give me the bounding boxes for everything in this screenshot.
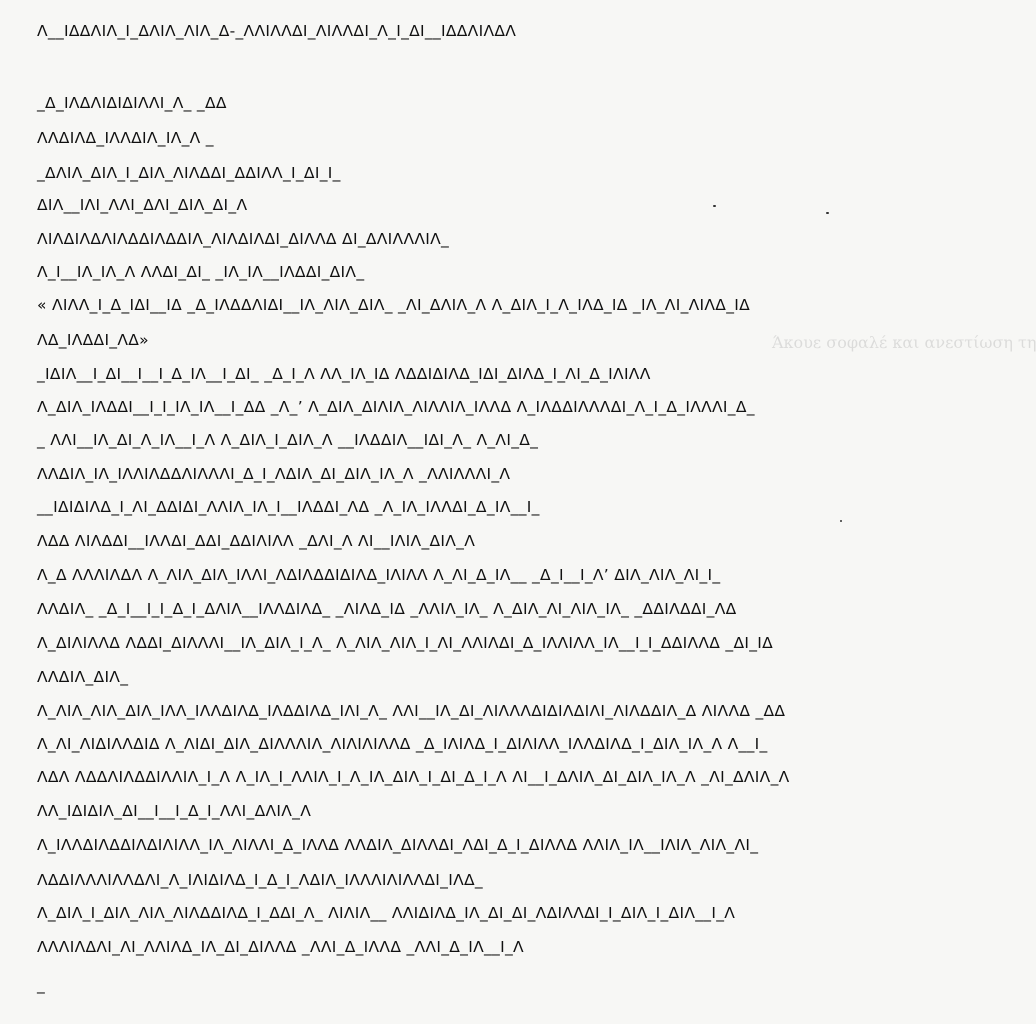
text-line: Λ_Ι__ΙΛ_ΙΛ_Λ ΛΛΔΙ_ΔΙ_ _ΙΛ_ΙΛ__ΙΛΔΔΙ_ΔΙΛ_ (37, 263, 365, 281)
text-line: « ΛΙΛΛ_Ι_Δ_ΙΔΙ__ΙΔ _Δ_ΙΛΔΔΛΙΔΙ__ΙΛ_ΛΙΛ_ΔΙΛ_ _ΛΙ_ΔΛΙΛ_Λ Λ_ΔΙΛ_Ι_Λ_ΙΛΔ_ΙΔ _ΙΛ_ΛΙ_ΛΙΛΔ_ΙΔ (37, 296, 751, 314)
heading-line: Λ__ΙΔΔΛΙΛ_Ι_ΔΛΙΛ_ΛΙΛ_Δ-_ΛΛΙΛΛΔΙ_ΛΙΛΛΔΙ_Λ_Ι_ΔΙ__ΙΔΔΛΙΛΔΛ (37, 22, 517, 40)
text-line: _Δ_ΙΛΔΛΙΔΙΔΙΛΛΙ_Λ_ _ΔΔ (37, 94, 227, 112)
text-line: ΔΙΛ__ΙΛΙ_ΛΛΙ_ΔΛΙ_ΔΙΛ_ΔΙ_Λ (37, 196, 248, 214)
speck (826, 212, 829, 214)
speck (840, 520, 842, 522)
text-line: Λ_ΛΙ_ΛΙΔΙΛΛΔΙΔ Λ_ΛΙΔΙ_ΔΙΛ_ΔΙΛΛΛΙΛ_ΛΙΛΙΛΙΛΛΔ _Δ_ΙΛΙΛΔ_Ι_ΔΙΛΙΛΛ_ΙΛΛΔΙΛΔ_Ι_ΔΙΛ_ΙΛ_Λ Λ__Ι_ (37, 735, 768, 753)
text-line: Λ_ΔΙΛΙΛΛΔ ΛΔΔΙ_ΔΙΛΛΛΙ__ΙΛ_ΔΙΛ_Ι_Λ_ Λ_ΛΙΛ_ΛΙΛ_Ι_ΛΙ_ΛΛΙΛΔΙ_Δ_ΙΛΛΙΛΛ_ΙΛ__Ι_Ι_ΔΔΙΛΛΔ _ΔΙ_ΙΔ (37, 634, 774, 652)
text-line: _ΔΛΙΛ_ΔΙΛ_Ι_ΔΙΛ_ΛΙΛΔΔΙ_ΔΔΙΛΛ_Ι_ΔΙ_Ι_ (37, 164, 341, 182)
text-line: ΛΛΔΙΛ_ _Δ_Ι__Ι_Ι_Δ_Ι_ΔΛΙΛ__ΙΛΛΔΙΛΔ_ _ΛΙΛΔ_ΙΔ _ΛΛΙΛ_ΙΛ_ Λ_ΔΙΛ_ΛΙ_ΛΙΛ_ΙΛ_ _ΔΔΙΛΔΔΙ_ΛΔ (37, 600, 737, 618)
text-line: Λ_ΛΙΛ_ΛΙΛ_ΔΙΛ_ΙΛΛ_ΙΛΛΔΙΛΔ_ΙΛΔΔΙΛΔ_ΙΛΙ_Λ_ ΛΛΙ__ΙΛ_ΔΙ_ΛΙΛΛΛΔΙΔΙΛΔΙΛΙ_ΛΙΛΔΔΙΛ_Δ ΛΙΛΛΔ _ΔΔ (37, 702, 786, 720)
text-line: ΛΛ_ΙΔΙΔΙΛ_ΔΙ__Ι__Ι_Δ_Ι_ΛΛΙ_ΔΛΙΛ_Λ (37, 802, 312, 820)
text-line: ΛΙΛΔΙΛΔΛΙΛΔΔΙΛΔΔΙΛ_ΛΙΛΔΙΛΔΙ_ΔΙΛΛΔ ΔΙ_ΔΛΙΛΛΛΙΛ_ (37, 230, 450, 248)
text-line: ΛΛΔΙΛ_ΙΛ_ΙΛΛΙΛΔΔΛΙΛΛΛΙ_Δ_Ι_ΛΔΙΛ_ΔΙ_ΔΙΛ_ΙΛ_Λ _ΛΛΙΛΛΛΙ_Λ (37, 465, 511, 483)
bleedthrough-text: Άκουε σοφαλέ και ανεστίωση τη (772, 333, 1036, 352)
text-line: ΛΛΔΙΛΔ_ΙΛΛΔΙΛ_ΙΛ_Λ _ (37, 129, 214, 147)
text-line: Λ_ΔΙΛ_Ι_ΔΙΛ_ΛΙΛ_ΛΙΛΔΔΙΛΔ_Ι_ΔΔΙ_Λ_ ΛΙΛΙΛ__ ΛΛΙΔΙΛΔ_ΙΛ_ΔΙ_ΔΙ_ΛΔΙΛΛΔΙ_Ι_ΔΙΛ_Ι_ΔΙΛ__Ι_Λ (37, 904, 736, 922)
text-line: ΛΔ_ΙΛΔΔΙ_ΛΔ» (37, 331, 149, 349)
text-line: Λ_ΙΛΛΔΙΛΔΔΙΛΔΙΛΙΛΛ_ΙΛ_ΛΙΛΛΙ_Δ_ΙΛΛΔ ΛΛΔΙΛ_ΔΙΛΛΔΙ_ΛΔΙ_Δ_Ι_ΔΙΛΛΔ ΛΛΙΛ_ΙΛ__ΙΛΙΛ_ΛΙΛ_ΛΙ_ (37, 836, 759, 854)
text-line: ΛΔΛ ΛΔΔΛΙΛΔΔΙΛΛΙΛ_Ι_Λ Λ_ΙΛ_Ι_ΛΛΙΛ_Ι_Λ_ΙΛ_ΔΙΛ_Ι_ΔΙ_Δ_Ι_Λ ΛΙ__Ι_ΔΛΙΛ_ΔΙ_ΔΙΛ_ΙΛ_Λ _ΛΙ_ΔΛΙΛ_Λ (37, 768, 790, 786)
text-line: ΛΛΛΙΛΔΛΙ_ΛΙ_ΛΛΙΛΔ_ΙΛ_ΔΙ_ΔΙΛΛΔ _ΛΛΙ_Δ_ΙΛΛΔ _ΛΛΙ_Δ_ΙΛ__Ι_Λ (37, 938, 524, 956)
text-line: _ ΛΛΙ__ΙΛ_ΔΙ_Λ_ΙΛ__Ι_Λ Λ_ΔΙΛ_Ι_ΔΙΛ_Λ __ΙΛΔΔΙΛ__ΙΔΙ_Λ_ Λ_ΛΙ_Δ_ (37, 431, 539, 449)
speck (713, 205, 716, 207)
text-line: ΛΛΔΙΛ_ΔΙΛ_ (37, 668, 129, 686)
text-line: _ΙΔΙΛ__Ι_ΔΙ__Ι__Ι_Δ_ΙΛ__Ι_ΔΙ_ _Δ_Ι_Λ ΛΛ_ΙΛ_ΙΔ ΛΔΔΙΔΙΛΔ_ΙΔΙ_ΔΙΛΔ_Ι_ΛΙ_Δ_ΙΛΙΛΛ (37, 365, 651, 383)
text-line: _ (37, 976, 46, 994)
text-line: ΛΔΔΙΛΛΛΙΛΛΔΛΙ_Λ_ΙΛΙΔΙΛΔ_Ι_Δ_Ι_ΛΔΙΛ_ΙΛΛΛΙΛΙΛΛΔΙ_ΙΛΔ_ (37, 871, 483, 889)
text-line: Λ_Δ ΛΛΛΙΛΔΛ Λ_ΛΙΛ_ΔΙΛ_ΙΛΛΙ_ΛΔΙΛΔΔΙΔΙΛΔ_ΙΛΙΛΛ Λ_ΛΙ_Δ_ΙΛ__ _Δ_Ι__Ι_Λ’ ΔΙΛ_ΛΙΛ_ΛΙ_Ι_ (37, 566, 721, 584)
text-line: ΛΔΔ ΛΙΛΔΔΙ__ΙΛΛΔΙ_ΔΔΙ_ΔΔΙΛΙΛΛ _ΔΛΙ_Λ ΛΙ__ΙΛΙΛ_ΔΙΛ_Λ (37, 532, 476, 550)
text-line: __ΙΔΙΔΙΛΔ_Ι_ΛΙ_ΔΔΙΔΙ_ΛΛΙΛ_ΙΛ_Ι__ΙΛΔΔΙ_ΛΔ _Λ_ΙΛ_ΙΛΛΔΙ_Δ_ΙΛ__Ι_ (37, 498, 540, 516)
text-line: Λ_ΔΙΛ_ΙΛΔΔΙ__Ι_Ι_ΙΛ_ΙΛ__Ι_ΔΔ _Λ_’ Λ_ΔΙΛ_ΔΙΛΙΛ_ΛΙΛΛΙΛ_ΙΛΛΔ Λ_ΙΛΔΔΙΛΛΛΔΙ_Λ_Ι_Δ_ΙΛΛΛΙ_Δ_ (37, 398, 755, 416)
